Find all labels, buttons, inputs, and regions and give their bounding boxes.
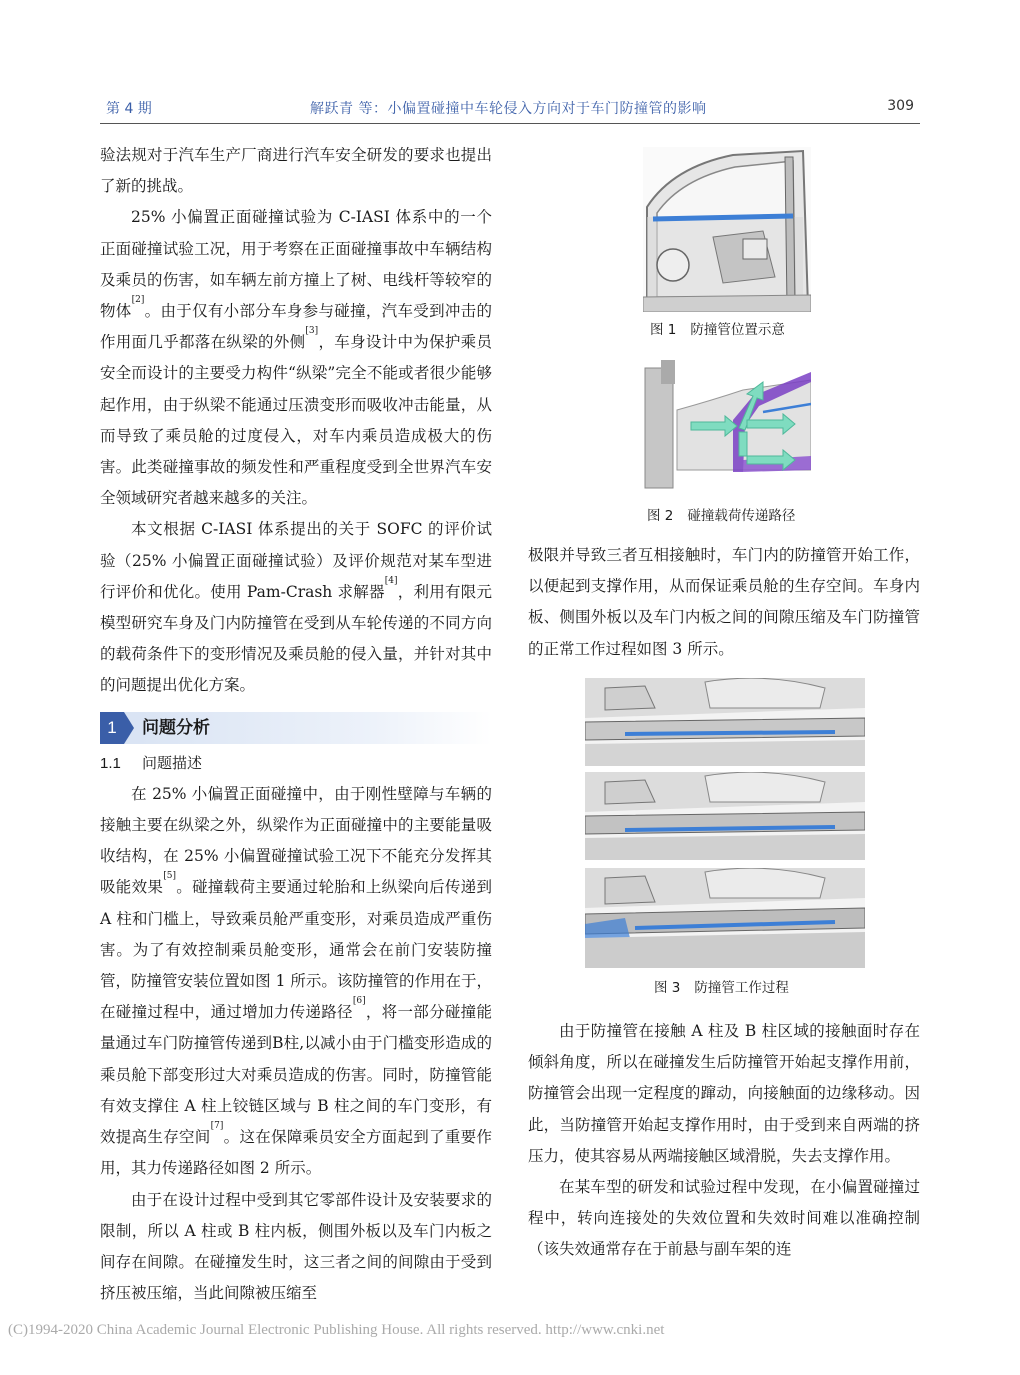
figure-3: [585, 678, 865, 970]
paragraph: 在 25% 小偏置正面碰撞中，由于刚性壁障与车辆的接触主要在纵梁之外，纵梁作为正面碰撞中的主要能量吸收结构，在 25% 小偏置碰撞试验工况下不能充分发挥其吸能效果[5]。碰撞载荷主要通过轮胎和上纵梁向后传递到 A 柱和门槛上，导致乘员舱严重变形，对乘员造成严重伤害。为了有效控制乘员舱变形，通常会在前门安装防撞管，防撞管安装位置如图 1 所示。该防撞管的作用在于，在碰撞过程中，通过增加力传递路径[6]，将一部分碰撞能量通过车门防撞管传递到B柱,以减小由于门槛变形造成的乘员舱下部变形过大对乘员造成的伤害。同时，防撞管能有效支撑住 A 柱上铰链区域与 B 柱之间的车门变形，有效提高生存空间[7]。这在保障乘员安全方面起到了重要作用，其力传递路径如图 2 所示。: [100, 784, 492, 1178]
section-number: 1: [100, 712, 124, 744]
left-column: [100, 140, 492, 1309]
door-tube: [653, 216, 793, 219]
figure-2-caption: 图 2 碰撞载荷传递路径: [647, 508, 796, 524]
running-title: 解跃青 等：小偏置碰撞中车轮侵入方向对于车门防撞管的影响: [310, 101, 707, 117]
tube-process-image-3: [585, 868, 865, 968]
paragraph: 由于防撞管在接触 A 柱及 B 柱区域的接触面时存在倾斜角度，所以在碰撞发生后防撞管开始起支撑作用前，防撞管会出现一定程度的蹿动，向接触面的边缘移动。因此，当防撞管开始起支撑作用时，由于受到来自两端的挤压力，使其容易从两端接触区域滑脱，失去支撑作用。: [528, 1022, 920, 1165]
paragraph: 由于在设计过程中受到其它零部件设计及安装要求的限制，所以 A 柱或 B 柱内板，侧围外板以及车门内板之间存在间隙。在碰撞发生时，这三者之间的间隙由于受到挤压被压缩，当此间隙被压缩至: [100, 1190, 492, 1303]
tube-process-image-1: [585, 678, 865, 766]
right-column-bottom: [528, 1016, 920, 1266]
citation: [6]: [352, 996, 366, 1007]
paragraph: 极限并导致三者互相接触时，车门内的防撞管开始工作，以便起到支撑作用，从而保证乘员舱的生存空间。车身内板、侧围外板以及车门内板之间的间隙压缩及车门防撞管的正常工作过程如图 3 所示。: [528, 546, 920, 658]
load-path-image: [643, 360, 811, 490]
door-tube-image: [643, 147, 811, 312]
paragraph: 本文根据 C-IASI 体系提出的关于 SOFC 的评价试验（25% 小偏置正面碰撞试验）及评价规范对某车型进行评价和优化。使用 Pam-Crash 求解器[4]，利用有限元模型研究车身及门内防撞管在受到从车轮传递的不同方向的载荷条件下的变形情况及乘员舱的侵入量，并针对其中的问题提出优化方案。: [100, 520, 492, 695]
figure-1: [643, 147, 811, 317]
paragraph: 验法规对于汽车生产厂商进行汽车安全研发的要求也提出了新的挑战。: [100, 146, 492, 196]
citation: [5]: [163, 871, 176, 882]
citation: [2]: [131, 295, 145, 306]
copyright-footer: (C)1994-2020 China Academic Journal Electronic Publishing House. All rights reserved. http://www.cnki.net: [8, 1322, 665, 1338]
figure-1-caption: 图 1 防撞管位置示意: [650, 322, 785, 338]
paragraph: 25% 小偏置正面碰撞试验为 C-IASI 体系中的一个正面碰撞试验工况，用于考察在正面碰撞事故中车辆结构及乘员的伤害，如车辆左前方撞上了树、电线杆等较窄的物体[2]。由于仅有小部分车身参与碰撞，汽车受到冲击的作用面几乎都落在纵梁的外侧[3]，车身设计中为保护乘员安全而设计的主要受力构件“纵梁”完全不能或者很少能够起作用，由于纵梁不能通过压溃变形而吸收冲击能量，从而导致了乘员舱的过度侵入，对车内乘员造成极大的伤害。此类碰撞事故的频发性和严重程度受到全世界汽车安全领域研究者越来越多的关注。: [100, 208, 492, 508]
paragraph: 在某车型的研发和试验过程中发现，在小偏置碰撞过程中，转向连接处的失效位置和失效时间难以准确控制（该失效通常存在于前悬与副车架的连: [528, 1178, 920, 1259]
tube-process-image-2: [585, 772, 865, 860]
running-header: [100, 94, 920, 124]
right-column-top: [528, 540, 920, 665]
figure-2: [643, 360, 811, 490]
citation: [7]: [210, 1121, 224, 1132]
section-heading: [100, 712, 492, 744]
subsection-number: 1.1: [100, 754, 121, 772]
subsection-heading: [100, 748, 492, 779]
section-title: 问题分析: [142, 717, 210, 738]
subsection-title: 问题描述: [142, 753, 203, 772]
figure-3-caption: 图 3 防撞管工作过程: [654, 980, 789, 996]
citation: [3]: [305, 326, 319, 337]
page-number: 309: [887, 98, 914, 114]
section-arrow-icon: [124, 712, 134, 744]
citation: [4]: [384, 575, 398, 586]
issue-number: 第 4 期: [106, 101, 152, 117]
